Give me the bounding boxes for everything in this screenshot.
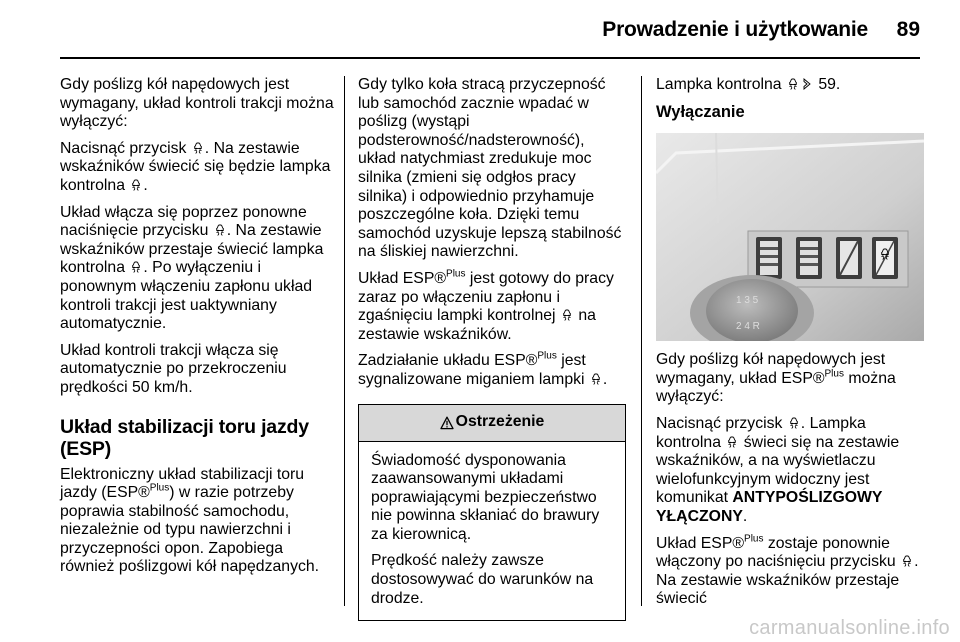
display-message: ANTYPOŚLIZGOWY YŁĄCZONY: [656, 489, 883, 525]
text-run: . Na zestawie wskaźników świecić się będzie lampka kontrolna: [60, 139, 331, 194]
warning-title: Ostrzeżenie: [455, 413, 545, 431]
superscript: Plus: [149, 482, 170, 494]
esp-skid-car-icon: [726, 435, 738, 448]
svg-text:2 4 R: 2 4 R: [736, 321, 760, 333]
esp-skid-car-icon: [561, 308, 573, 321]
paragraph: [656, 76, 924, 95]
paragraph: [656, 351, 924, 407]
text-run: jest gotowy do pracy zaraz po włączeniu zapłonu i zgaśnięciu lampki kontrolnej: [358, 269, 614, 325]
paragraph: Gdy tylko koła stracą przyczepność lub samochód zacznie wpadać w poślizg (wystąpi podsterowność/nadsterowność), układ natychmiast zredukuje moc silnika (zmieni się odgłos pracy silnika) i odpowiednio przyhamuje poszczególne koła. Dzięki temu samochód uzyskuje lepszą stabilność na śliskiej nawierzchni.: [358, 76, 622, 261]
esp-skid-car-icon: [192, 141, 204, 154]
subheading: Wyłączanie: [656, 102, 745, 121]
page-header: [0, 0, 960, 60]
column-divider: [344, 76, 345, 606]
text-run: ) w razie potrzeby poprawia stabilność samochodu, niezależnie od typu nawierzchni i przyczepności opon. Zapobiega również poślizgowi kół napędzanych.: [60, 484, 320, 576]
text-run: Układ ESP®: [358, 269, 447, 287]
paragraph: [358, 270, 626, 344]
text-run: Układ włącza się poprzez ponowne naciśnięcie przycisku: [60, 203, 307, 240]
text-run: 59.: [813, 76, 841, 93]
superscript: Plus: [824, 368, 844, 380]
header-rule: [60, 57, 920, 59]
paragraph: [60, 204, 335, 334]
paragraph: [656, 415, 924, 527]
text-run: Lampka kontrolna: [656, 76, 786, 93]
superscript: Plus: [446, 268, 466, 280]
page-title: Prowadzenie i użytkowanie: [602, 18, 868, 41]
superscript: Plus: [537, 351, 557, 363]
esp-button-photo: [656, 133, 924, 341]
text-run: świeci się na zestawie wskaźników, a na wyświetlaczu wielofunkcyjnym widoczny jest komunikat: [656, 433, 900, 507]
warning-box: [358, 404, 626, 622]
text-run: Nacisnąć przycisk: [60, 139, 191, 157]
text-run: . Po wyłączeniu i ponownym włączeniu zapłonu układ kontroli trakcji jest uaktywniany automatycznie.: [60, 259, 313, 333]
superscript: Plus: [744, 533, 764, 545]
paragraph: Prędkość należy zawsze dostosowywać do warunków na drodze.: [371, 552, 594, 607]
text-run: Zadziałanie układu ESP®: [358, 352, 538, 370]
paragraph: [60, 466, 335, 578]
text-run: można wyłączyć:: [656, 369, 896, 406]
text-run: . Na zestawie wskaźników przestaje świecić lampka kontrolna: [60, 222, 324, 277]
text-run: Nacisnąć przycisk: [656, 414, 787, 432]
text-run: jest sygnalizowane miganiem lampki: [358, 352, 589, 388]
text-run: na zestawie wskaźników.: [358, 307, 596, 343]
column-2: [358, 76, 626, 621]
paragraph: [60, 140, 335, 196]
text-run: . Na zestawie wskaźników przestaje świecić: [656, 553, 919, 608]
warning-header: [359, 405, 625, 442]
page-number: 89: [896, 18, 920, 41]
text-run: .: [742, 507, 748, 525]
esp-skid-car-icon: [787, 77, 799, 90]
esp-skid-car-icon: [788, 416, 800, 429]
text-run: Układ ESP®: [656, 534, 745, 552]
paragraph: Układ kontroli trakcji włącza się automatycznie po przekroczeniu prędkości 50 km/h.: [60, 341, 287, 396]
esp-skid-car-icon: [590, 372, 602, 385]
text-run: zostaje ponownie włączony po naciśnięciu przycisku: [656, 534, 901, 571]
svg-text:1 3 5: 1 3 5: [736, 295, 759, 307]
esp-skid-car-icon: [214, 223, 226, 236]
text-run: .: [143, 176, 148, 194]
text-run: Elektroniczny układ stabilizacji toru jazdy (ESP®: [60, 465, 305, 502]
page-reference-arrow-icon: [802, 77, 812, 89]
esp-skid-car-icon: [901, 554, 913, 567]
esp-skid-car-icon: [130, 260, 142, 273]
text-run: .: [602, 370, 608, 388]
section-heading: Układ stabilizacji toru jazdy (ESP): [60, 415, 309, 460]
paragraph: [358, 352, 626, 389]
text-run: Gdy poślizg kół napędowych jest wymagany, układ ESP®: [656, 351, 886, 387]
warning-body: [359, 442, 625, 621]
paragraph: [656, 535, 924, 609]
paragraph: Gdy poślizg kół napędowych jest wymagany, układ kontroli trakcji można wyłączyć:: [60, 76, 334, 131]
column-3: [656, 76, 924, 617]
watermark: carmanualsonline.info: [749, 617, 950, 639]
paragraph: Świadomość dysponowania zaawansowanymi układami poprawiającymi bezpieczeństwo nie powinna skłaniać do brawury za kierownicą.: [371, 451, 600, 543]
text-run: . Lampka kontrolna: [656, 414, 866, 451]
warning-triangle-icon: [440, 416, 454, 430]
esp-skid-car-icon: [130, 178, 142, 191]
column-divider: [641, 76, 642, 606]
column-1: [60, 76, 335, 585]
